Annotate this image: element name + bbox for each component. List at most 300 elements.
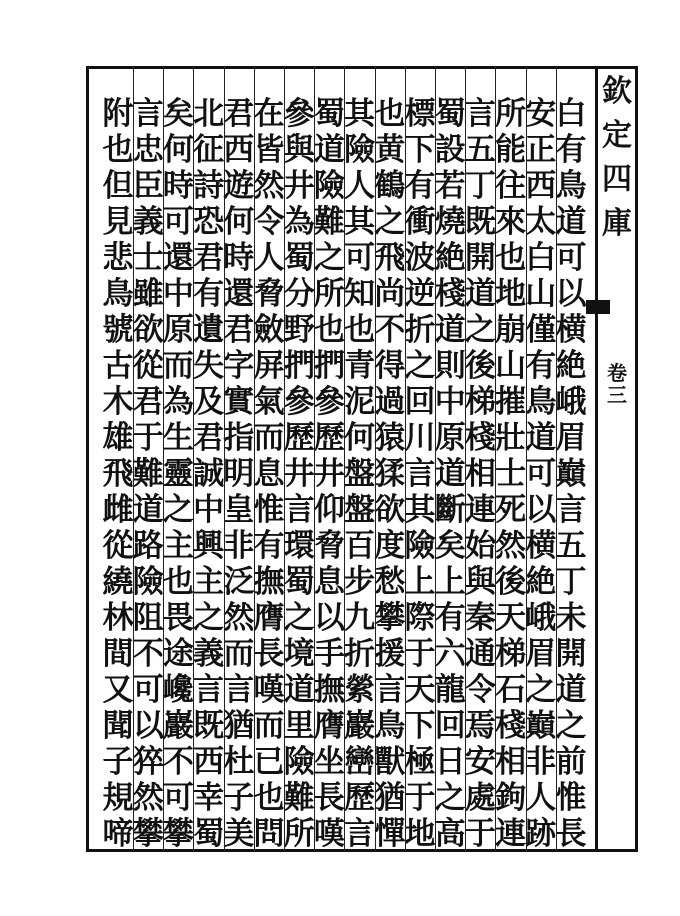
- character: 言: [223, 672, 255, 708]
- character: 龍: [434, 672, 466, 708]
- character: 古: [102, 348, 134, 384]
- character: 猝: [132, 744, 164, 780]
- character: 飛: [102, 456, 134, 492]
- character: 井: [283, 168, 315, 204]
- character: 士: [132, 240, 164, 276]
- character: 道: [313, 132, 345, 168]
- character: 五: [464, 132, 496, 168]
- character: 歷: [344, 780, 376, 816]
- text-column: [494, 96, 528, 852]
- character: 嘆: [253, 672, 285, 708]
- character: 猱: [374, 456, 406, 492]
- character: 斷: [434, 492, 466, 528]
- character: 矣: [434, 528, 466, 564]
- character: 棧: [495, 708, 527, 744]
- character: 白: [555, 96, 587, 132]
- character: 之: [525, 672, 557, 708]
- character: 險: [313, 168, 345, 204]
- character: 鳥: [102, 276, 134, 312]
- character: 也: [253, 780, 285, 816]
- character: 六: [434, 636, 466, 672]
- character: 可: [132, 672, 164, 708]
- character: 君: [193, 240, 225, 276]
- character: 坐: [313, 744, 345, 780]
- text-column: [373, 96, 407, 852]
- character: 木: [102, 384, 134, 420]
- character: 難: [132, 456, 164, 492]
- character: 義: [132, 204, 164, 240]
- character: 險: [344, 132, 376, 168]
- character: 征: [193, 132, 225, 168]
- character: 跡: [525, 816, 557, 852]
- character: 也: [313, 312, 345, 348]
- character: 高: [434, 816, 466, 852]
- character: 憚: [374, 816, 406, 852]
- character: 鳥: [374, 708, 406, 744]
- character: 則: [434, 348, 466, 384]
- character: 縈: [344, 672, 376, 708]
- character: 九: [344, 600, 376, 636]
- character: 泛: [223, 564, 255, 600]
- character: 詩: [193, 168, 225, 204]
- character: 興: [193, 528, 225, 564]
- character: 恐: [193, 204, 225, 240]
- character: 巖: [162, 708, 194, 744]
- character: 天: [495, 600, 527, 636]
- character: 之: [193, 600, 225, 636]
- character: 膺: [253, 600, 285, 636]
- character: 巔: [525, 708, 557, 744]
- character: 之: [283, 600, 315, 636]
- character: 鶴: [374, 168, 406, 204]
- character: 眉: [525, 636, 557, 672]
- character: 所: [283, 816, 315, 852]
- character: 君: [223, 312, 255, 348]
- character: 百: [344, 528, 376, 564]
- character: 開: [555, 636, 587, 672]
- character: 僅: [525, 312, 557, 348]
- character: 所: [495, 96, 527, 132]
- column-rule: [435, 66, 436, 852]
- character: 獸: [374, 744, 406, 780]
- character: 而: [223, 636, 255, 672]
- character: 也: [162, 564, 194, 600]
- character: 明: [223, 456, 255, 492]
- character: 手: [313, 636, 345, 672]
- character: 實: [223, 384, 255, 420]
- character: 摧: [495, 384, 527, 420]
- column-rule: [495, 66, 496, 852]
- character: 與: [464, 564, 496, 600]
- column-rule: [344, 66, 345, 852]
- character: 其: [344, 204, 376, 240]
- character: 長: [555, 816, 587, 852]
- character: 規: [102, 780, 134, 816]
- character: 從: [132, 348, 164, 384]
- text-column: [252, 96, 286, 852]
- character: 鳥: [555, 168, 587, 204]
- character: 太: [525, 204, 557, 240]
- character: 號: [102, 312, 134, 348]
- character: 險: [283, 744, 315, 780]
- character: 也: [374, 96, 406, 132]
- character: 原: [434, 420, 466, 456]
- character: 見: [102, 204, 134, 240]
- character: 及: [193, 384, 225, 420]
- column-rule: [375, 66, 376, 852]
- character: 忠: [132, 132, 164, 168]
- character: 悲: [102, 240, 134, 276]
- character: 步: [344, 564, 376, 600]
- character: 連: [464, 492, 496, 528]
- text-column: [131, 96, 165, 852]
- column-rule: [314, 66, 315, 852]
- character: 非: [223, 528, 255, 564]
- character: 啼: [102, 816, 134, 852]
- character: 言: [404, 456, 436, 492]
- character: 折: [404, 312, 436, 348]
- character: 峨: [555, 384, 587, 420]
- character: 中: [193, 492, 225, 528]
- character: 為: [283, 204, 315, 240]
- character: 巖: [344, 708, 376, 744]
- character: 横: [525, 528, 557, 564]
- character: 以: [313, 600, 345, 636]
- character: 遊: [223, 168, 255, 204]
- text-column: [463, 96, 497, 852]
- character: 可: [344, 240, 376, 276]
- character: 時: [162, 168, 194, 204]
- character: 人: [344, 168, 376, 204]
- character: 皆: [253, 132, 285, 168]
- character: 之: [404, 348, 436, 384]
- character: 相: [464, 456, 496, 492]
- character: 君: [132, 384, 164, 420]
- character: 所: [313, 276, 345, 312]
- character: 指: [223, 420, 255, 456]
- character: 撫: [313, 672, 345, 708]
- character: 巉: [162, 672, 194, 708]
- text-column: [433, 96, 467, 852]
- character: 五: [555, 528, 587, 564]
- character: 蜀: [283, 564, 315, 600]
- character: 斂: [253, 312, 285, 348]
- character: 上: [404, 564, 436, 600]
- character: 之: [555, 708, 587, 744]
- text-column: [524, 96, 558, 852]
- character: 有: [555, 132, 587, 168]
- character: 際: [404, 600, 436, 636]
- character: 也: [495, 240, 527, 276]
- character: 道: [555, 204, 587, 240]
- character: 蜀: [193, 816, 225, 852]
- character: 絶: [555, 348, 587, 384]
- character: 白: [525, 240, 557, 276]
- character: 可: [162, 204, 194, 240]
- character: 猶: [223, 708, 255, 744]
- character: 知: [344, 276, 376, 312]
- character: 矣: [162, 96, 194, 132]
- character: 有: [404, 168, 436, 204]
- character: 道: [132, 492, 164, 528]
- character: 地: [404, 816, 436, 852]
- character: 不: [162, 744, 194, 780]
- character: 息: [253, 456, 285, 492]
- character: 丁: [464, 168, 496, 204]
- character: 歷: [283, 420, 315, 456]
- character: 非: [525, 744, 557, 780]
- character: 得: [374, 348, 406, 384]
- character: 參: [283, 96, 315, 132]
- character: 度: [374, 528, 406, 564]
- character: 攀: [132, 816, 164, 852]
- column-rule: [133, 66, 134, 852]
- character: 之: [313, 240, 345, 276]
- character: 仰: [313, 492, 345, 528]
- column-rule: [163, 66, 164, 852]
- column-rule: [254, 66, 255, 852]
- text-column: [101, 96, 135, 852]
- character: 還: [162, 240, 194, 276]
- text-column: [192, 96, 226, 852]
- character: 山: [495, 348, 527, 384]
- character: 北: [193, 96, 225, 132]
- character: 分: [283, 276, 315, 312]
- character: 絶: [525, 564, 557, 600]
- character: 還: [223, 276, 255, 312]
- character: 子: [102, 744, 134, 780]
- character: 蜀: [313, 96, 345, 132]
- character: 援: [374, 636, 406, 672]
- character: 從: [102, 528, 134, 564]
- character: 折: [344, 636, 376, 672]
- character: 也: [102, 132, 134, 168]
- character: 間: [102, 636, 134, 672]
- character: 井: [283, 456, 315, 492]
- character: 雌: [102, 492, 134, 528]
- character: 路: [132, 528, 164, 564]
- margin-volume-char: 卷: [607, 361, 627, 385]
- character: 棧: [464, 420, 496, 456]
- character: 言: [344, 816, 376, 852]
- character: 險: [132, 564, 164, 600]
- text-column: [282, 96, 316, 852]
- character: 連: [495, 816, 527, 852]
- character: 脅: [253, 276, 285, 312]
- character: 日: [434, 744, 466, 780]
- character: 問: [253, 816, 285, 852]
- character: 雄: [102, 420, 134, 456]
- character: 逆: [404, 276, 436, 312]
- character: 子: [223, 780, 255, 816]
- margin-volume-char: 三: [607, 383, 627, 407]
- character: 何: [162, 132, 194, 168]
- character: 天: [404, 672, 436, 708]
- column-rule: [405, 66, 406, 852]
- character: 言: [464, 96, 496, 132]
- margin-title-char: 欽: [602, 74, 632, 109]
- character: 之: [464, 312, 496, 348]
- character: 眉: [555, 420, 587, 456]
- character: 道: [434, 456, 466, 492]
- character: 于: [132, 420, 164, 456]
- character: 前: [555, 744, 587, 780]
- character: 安: [525, 96, 557, 132]
- text-column: [312, 96, 346, 852]
- character: 能: [495, 132, 527, 168]
- character: 相: [495, 744, 527, 780]
- character: 峨: [525, 600, 557, 636]
- character: 惟: [253, 492, 285, 528]
- character: 猿: [374, 420, 406, 456]
- character: 下: [404, 132, 436, 168]
- margin-title: [600, 70, 634, 270]
- character: 膺: [313, 708, 345, 744]
- character: 來: [495, 204, 527, 240]
- character: 野: [283, 312, 315, 348]
- character: 言: [374, 672, 406, 708]
- character: 回: [434, 708, 466, 744]
- character: 林: [102, 600, 134, 636]
- character: 攀: [162, 816, 194, 852]
- character: 附: [102, 96, 134, 132]
- character: 于: [404, 780, 436, 816]
- character: 難: [283, 780, 315, 816]
- character: 以: [525, 492, 557, 528]
- character: 原: [162, 312, 194, 348]
- character: 其: [404, 492, 436, 528]
- character: 在: [253, 96, 285, 132]
- character: 青: [344, 348, 376, 384]
- character: 巒: [344, 744, 376, 780]
- character: 死: [495, 492, 527, 528]
- character: 惟: [555, 780, 587, 816]
- character: 波: [404, 240, 436, 276]
- character: 燒: [434, 204, 466, 240]
- margin-volume: [602, 362, 632, 406]
- character: 有: [193, 276, 225, 312]
- character: 之: [162, 492, 194, 528]
- character: 道: [464, 276, 496, 312]
- character: 士: [495, 456, 527, 492]
- character: 下: [404, 708, 436, 744]
- character: 人: [253, 240, 285, 276]
- character: 君: [193, 420, 225, 456]
- character: 然: [253, 168, 285, 204]
- character: 阻: [132, 600, 164, 636]
- column-rule: [224, 66, 225, 852]
- character: 之: [434, 780, 466, 816]
- character: 之: [374, 204, 406, 240]
- character: 險: [404, 528, 436, 564]
- character: 有: [434, 600, 466, 636]
- character: 道: [283, 672, 315, 708]
- character: 臣: [132, 168, 164, 204]
- character: 言: [132, 96, 164, 132]
- character: 飛: [374, 240, 406, 276]
- character: 石: [495, 672, 527, 708]
- character: 里: [283, 708, 315, 744]
- character: 失: [193, 348, 225, 384]
- character: 衝: [404, 204, 436, 240]
- character: 環: [283, 528, 315, 564]
- character: 何: [223, 204, 255, 240]
- character: 已: [253, 744, 285, 780]
- character: 横: [555, 312, 587, 348]
- character: 聞: [102, 708, 134, 744]
- character: 屏: [253, 348, 285, 384]
- character: 歷: [313, 420, 345, 456]
- character: 猶: [374, 780, 406, 816]
- character: 字: [223, 348, 255, 384]
- character: 梯: [495, 636, 527, 672]
- character: 過: [374, 384, 406, 420]
- character: 可: [555, 240, 587, 276]
- text-column: [403, 96, 437, 852]
- fishtail-mark: [586, 300, 610, 314]
- character: 而: [253, 420, 285, 456]
- character: 後: [464, 348, 496, 384]
- character: 既: [193, 708, 225, 744]
- character: 若: [434, 168, 466, 204]
- character: 道: [525, 420, 557, 456]
- character: 畏: [162, 600, 194, 636]
- character: 地: [495, 276, 527, 312]
- character: 有: [525, 348, 557, 384]
- margin-title-char: 庫: [602, 206, 632, 241]
- character: 于: [404, 636, 436, 672]
- character: 可: [525, 456, 557, 492]
- margin-title-char: 四: [602, 162, 632, 197]
- character: 主: [162, 528, 194, 564]
- character: 不: [374, 312, 406, 348]
- character: 中: [162, 276, 194, 312]
- character: 難: [313, 204, 345, 240]
- character: 西: [223, 132, 255, 168]
- character: 秦: [464, 600, 496, 636]
- character: 欲: [374, 492, 406, 528]
- text-column: [222, 96, 256, 852]
- column-rule: [556, 66, 557, 852]
- character: 鉤: [495, 780, 527, 816]
- character: 中: [434, 384, 466, 420]
- character: 愁: [374, 564, 406, 600]
- character: 繞: [102, 564, 134, 600]
- character: 川: [404, 420, 436, 456]
- character: 其: [344, 96, 376, 132]
- character: 棧: [434, 276, 466, 312]
- character: 井: [313, 456, 345, 492]
- character: 山: [525, 276, 557, 312]
- character: 道: [555, 672, 587, 708]
- margin-title-char: 定: [602, 118, 632, 153]
- character: 鳥: [525, 384, 557, 420]
- character: 參: [283, 384, 315, 420]
- character: 然: [223, 600, 255, 636]
- character: 但: [102, 168, 134, 204]
- character: 崩: [495, 312, 527, 348]
- character: 盤: [344, 492, 376, 528]
- text-column: [343, 96, 377, 852]
- column-rule: [465, 66, 466, 852]
- character: 欲: [132, 312, 164, 348]
- character: 盤: [344, 456, 376, 492]
- character: 始: [464, 528, 496, 564]
- character: 正: [525, 132, 557, 168]
- character: 息: [313, 564, 345, 600]
- column-rule: [284, 66, 285, 852]
- character: 令: [253, 204, 285, 240]
